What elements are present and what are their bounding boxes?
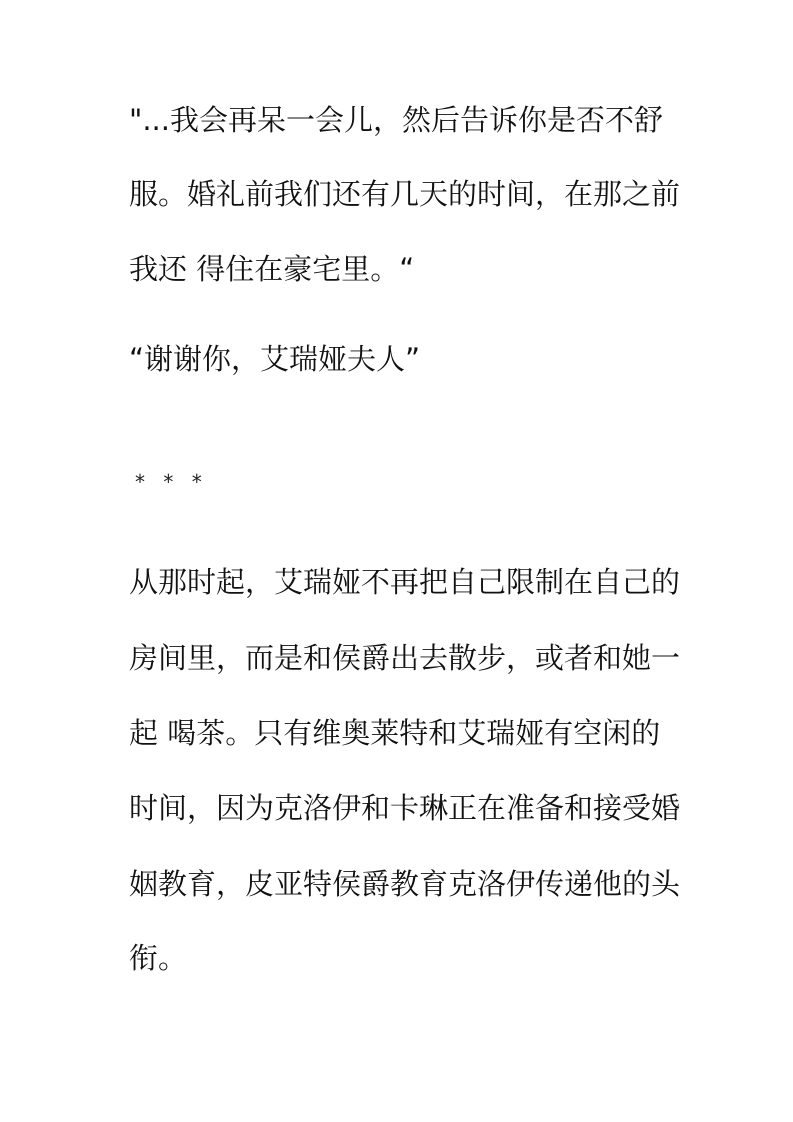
text-line: 衔。 [129, 941, 188, 975]
text-line: "...我会再呆一会儿，然后告诉你是否不舒 [129, 103, 663, 137]
text-line: 起 喝茶。只有维奥莱特和艾瑞娅有空闲的 [129, 716, 661, 750]
text-line: 从那时起，艾瑞娅不再把自己限制在自己的 [129, 565, 681, 599]
text-line: 服。婚礼前我们还有几天的时间，在那之前 [129, 177, 681, 211]
text-line: 姻教育，皮亚特侯爵教育克洛伊传递他的头 [129, 867, 681, 901]
section-separator: * * * [135, 470, 208, 494]
text-line: 房间里，而是和侯爵出去散步，或者和她一 [129, 641, 681, 675]
dialogue-line: “谢谢你，艾瑞娅夫人” [129, 342, 421, 376]
text-line: 我还 得住在豪宅里。“ [129, 252, 415, 286]
text-line: 时间，因为克洛伊和卡琳正在准备和接受婚 [129, 791, 681, 825]
